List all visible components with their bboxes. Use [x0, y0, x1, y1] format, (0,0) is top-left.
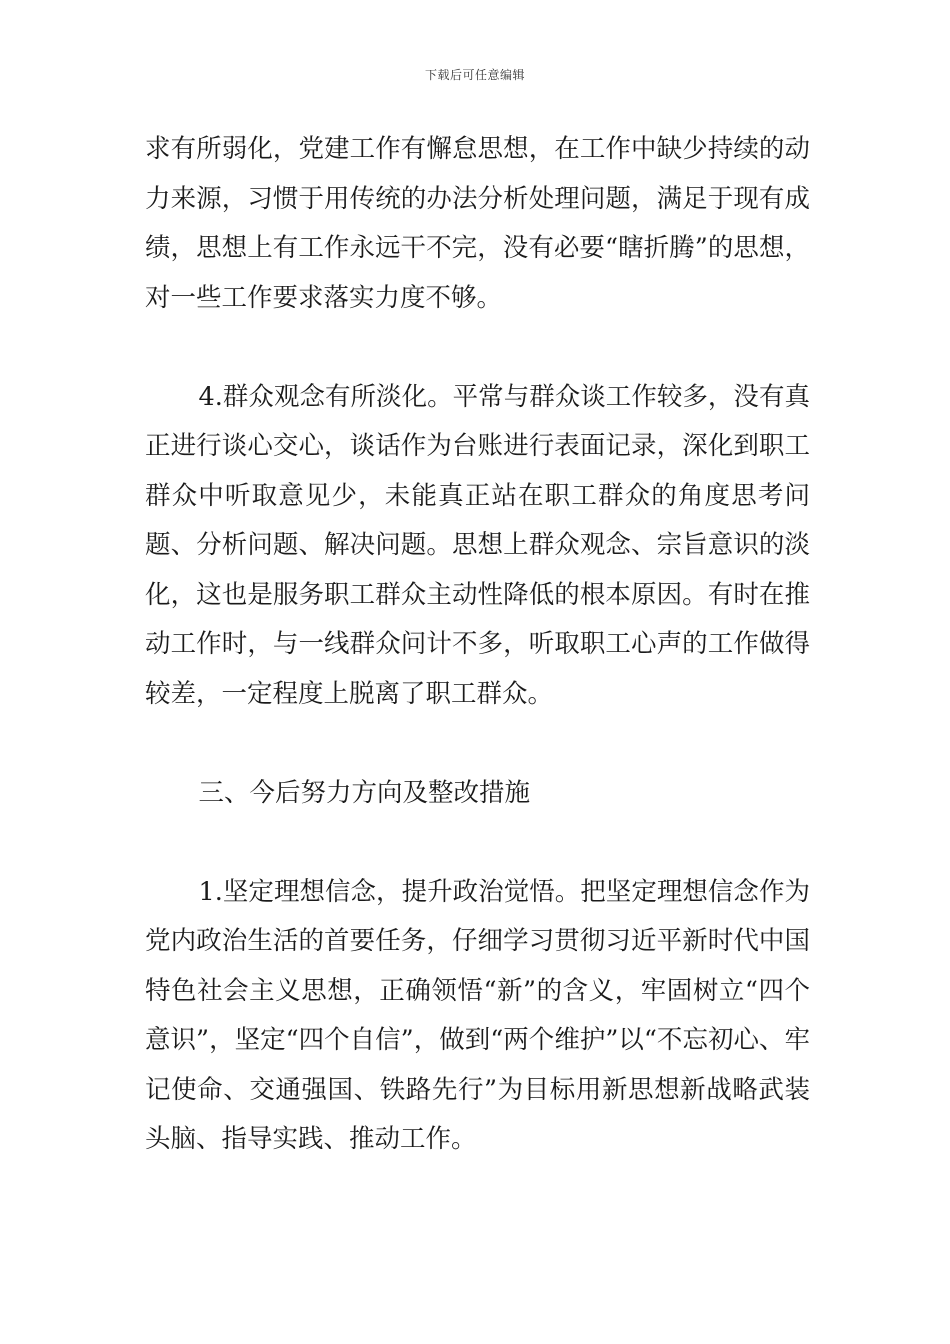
page-header: 下载后可任意编辑: [424, 68, 525, 82]
paragraph-ideals-belief: 1.坚定理想信念，提升政治觉悟。把坚定理想信念作为党内政治生活的首要任务，仔细学习贯彻习近平新时代中国特色社会主义思想，正确领悟“新”的含义，牢固树立“四个意识”，坚定“四个自信”，做到“两个维护”以“不忘初心、牢记使命、交通强国、铁路先行”为目标用新思想新战略武装头脑、指导实践、推动工作。: [145, 876, 810, 1154]
paragraph-gap: [145, 323, 810, 373]
document-body: [145, 125, 810, 1165]
section-heading: 三、今后努力方向及整改措施: [198, 777, 531, 808]
paragraph-continuation: 求有所弱化，党建工作有懈怠思想，在工作中缺少持续的动力来源，习惯于用传统的办法分析处理问题，满足于现有成绩，思想上有工作永远干不完，没有必要“瞎折腾”的思想，对一些工作要求落实力度不够。: [145, 134, 810, 313]
paragraph-gap: [145, 719, 810, 769]
paragraph-gap: [145, 818, 810, 868]
paragraph-mass-concept: 4.群众观念有所淡化。平常与群众谈工作较多，没有真正进行谈心交心，谈话作为台账进行表面记录，深化到职工群众中听取意见少，未能真正站在职工群众的角度思考问题、分析问题、解决问题。思想上群众观念、宗旨意识的淡化，这也是服务职工群众主动性降低的根本原因。有时在推动工作时，与一线群众问计不多，听取职工心声的工作做得较差，一定程度上脱离了职工群众。: [145, 381, 810, 709]
